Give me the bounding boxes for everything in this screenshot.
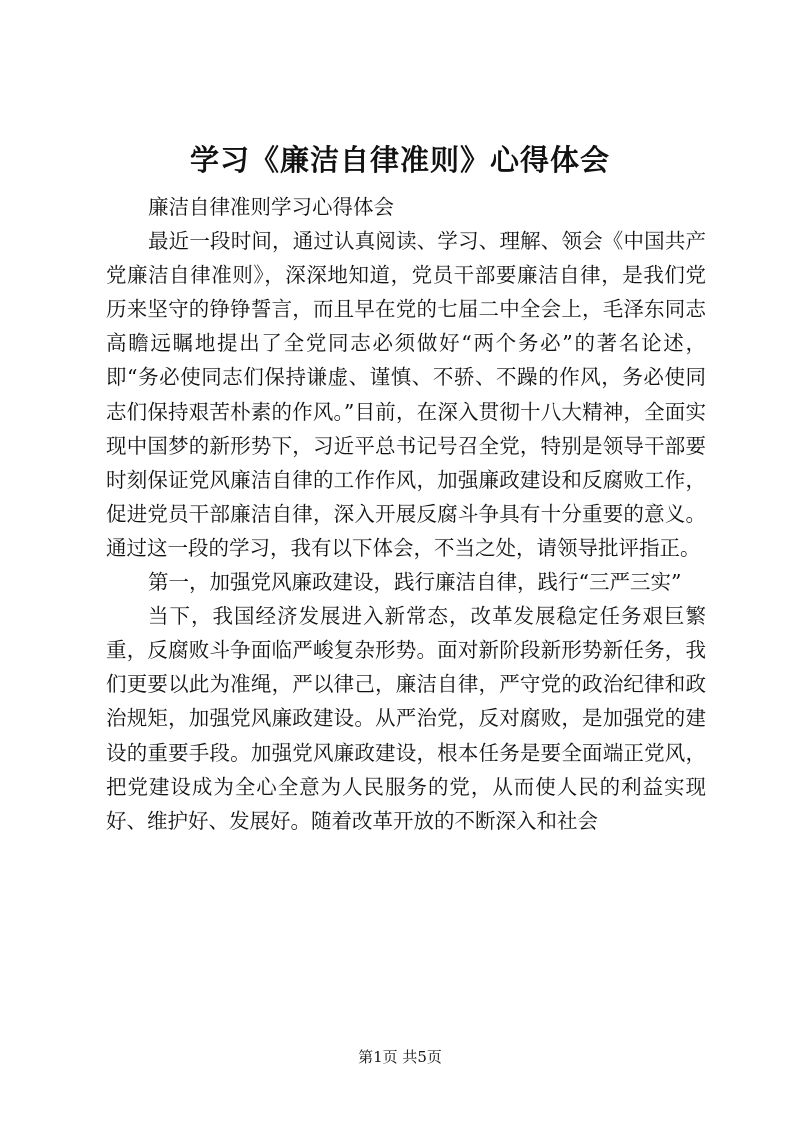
page-footer: 第1页 共5页 (358, 1048, 442, 1066)
section-heading-paragraph: 第一，加强党风廉政建设，践行廉洁自律，践行“三严三实” (148, 570, 682, 595)
document-title: 学习《廉洁自律准则》心得体会 (189, 143, 610, 177)
document-body (106, 190, 706, 838)
body-paragraph: 当下，我国经济发展进入新常态，改革发展稳定任务艰巨繁重，反腐败斗争面临严峻复杂形势。面对新阶段新形势新任务，我们更要以此为准绳，严以律己，廉洁自律，严守党的政治纪律和政治规矩，加强党风廉政建设。从严治党，反对腐败，是加强党的建设的重要手段。加强党风廉政建设，根本任务是要全面端正党风，把党建设成为全心全意为人民服务的党，从而使人民的利益实现好、维护好、发展好。随着改革开放的不断深入和社会 (106, 604, 706, 833)
body-paragraph: 最近一段时间，通过认真阅读、学习、理解、领会《中国共产党廉洁自律准则》，深深地知道，党员干部要廉洁自律，是我们党历来坚守的铮铮誓言，而且早在党的七届二中全会上，毛泽东同志高瞻远瞩地提出了全党同志必须做好“两个务必”的著名论述，即“务必使同志们保持谦虚、谨慎、不骄、不躁的作风，务必使同志们保持艰苦朴素的作风。”目前，在深入贯彻十八大精神，全面实现中国梦的新形势下，习近平总书记号召全党，特别是领导干部要时刻保证党风廉洁自律的工作作风，加强廉政建设和反腐败工作，促进党员干部廉洁自律，深入开展反腐斗争具有十分重要的意义。通过这一段的学习，我有以下体会，不当之处，请领导批评指正。 (106, 229, 706, 560)
subtitle-paragraph: 廉洁自律准则学习心得体会 (148, 195, 394, 219)
